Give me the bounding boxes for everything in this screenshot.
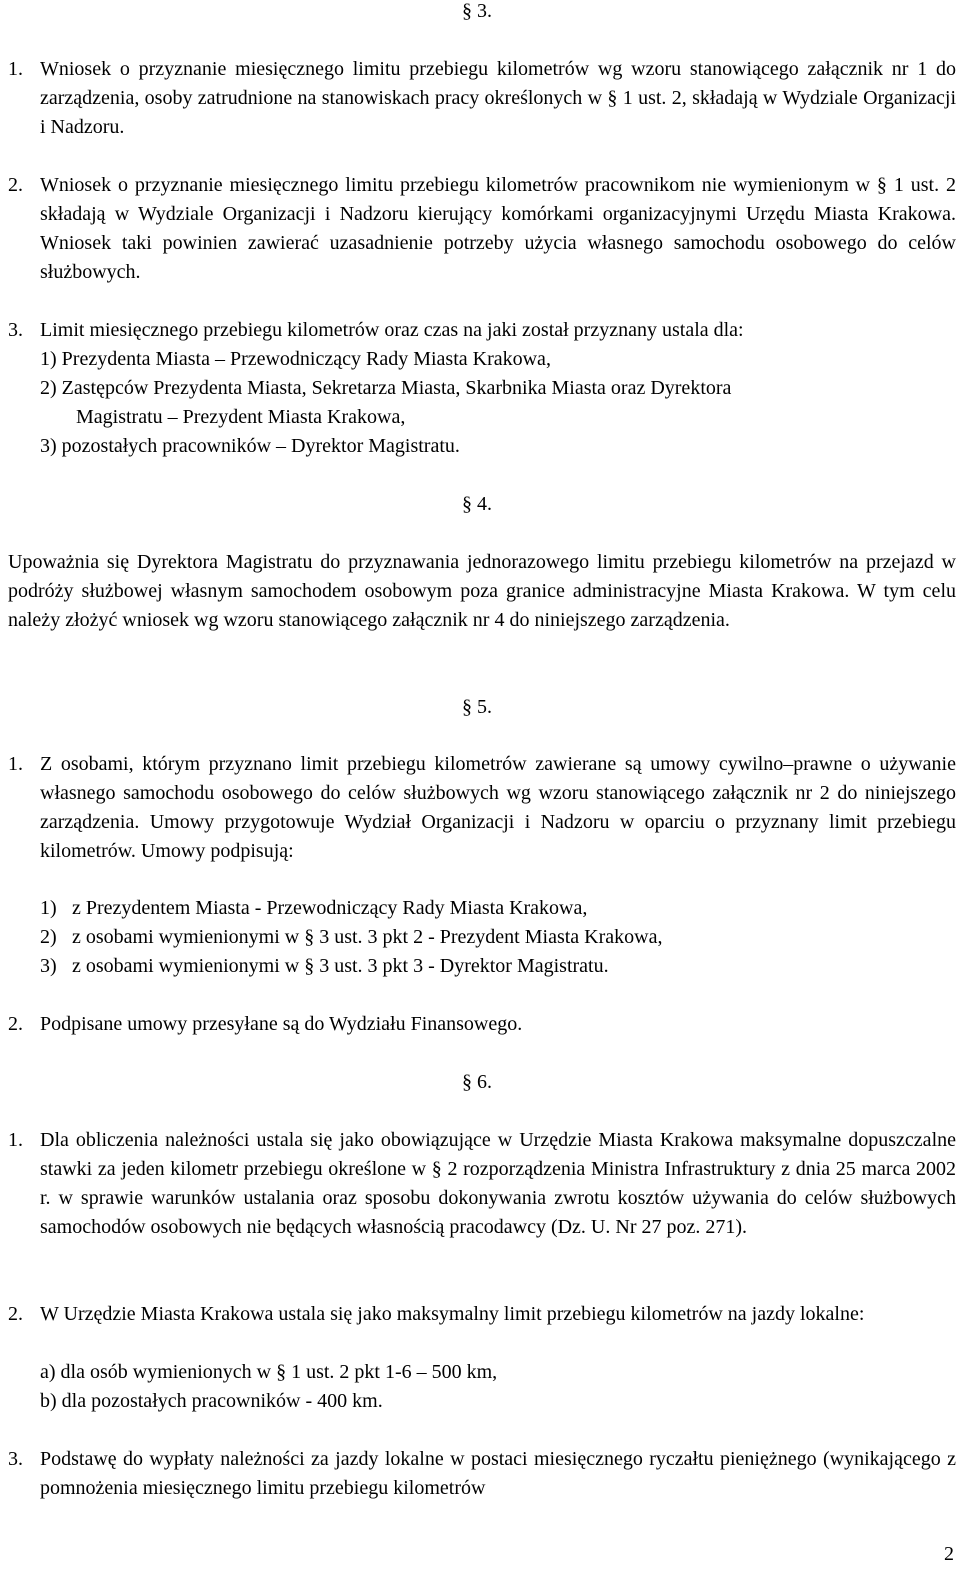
paragraph-number: 1. bbox=[8, 1129, 23, 1151]
paragraph-text: Wniosek o przyznanie miesięcznego limitu przebiegu kilometrów wg wzoru stanowiącego załącznik nr 1 do zarządzenia, osoby zatrudnione na stanowiskach pracy określonych w § 1 ust. 2, składają w Wydziale Organizacji i Nadzoru. bbox=[40, 58, 956, 138]
list-item: 1) Prezydenta Miasta – Przewodniczący Rady Miasta Krakowa, bbox=[40, 348, 551, 370]
list-item: a) dla osób wymienionych w § 1 ust. 2 pkt 1-6 – 500 km, bbox=[40, 1361, 498, 1383]
list-item-text: z osobami wymienionymi w § 3 ust. 3 pkt 3 - Dyrektor Magistratu. bbox=[72, 955, 609, 977]
page-number: 2 bbox=[944, 1543, 954, 1565]
list-item-continuation: Magistratu – Prezydent Miasta Krakowa, bbox=[76, 406, 406, 428]
paragraph-text: Podpisane umowy przesyłane są do Wydziału Finansowego. bbox=[40, 1013, 523, 1035]
paragraph-text: Upoważnia się Dyrektora Magistratu do przyznawania jednorazowego limitu przebiegu kilometrów na przejazd w podróży służbowej własnym samochodem osobowym poza granice administracyjne Miasta Krakowa. W tym celu należy złożyć wniosek wg wzoru stanowiącego załącznik nr 4 do niniejszego zarządzenia. bbox=[8, 551, 956, 631]
paragraph-number: 1. bbox=[8, 58, 23, 80]
paragraph-text: Wniosek o przyznanie miesięcznego limitu przebiegu kilometrów pracownikom nie wymienionym w § 1 ust. 2 składają w Wydziale Organizacji i Nadzoru kierujący komórkami organizacyjnymi Urzędu Miasta Krakowa. Wniosek taki powinien zawierać uzasadnienie potrzeby użycia własnego samochodu osobowego do celów służbowych. bbox=[40, 174, 956, 283]
paragraph-number: 2. bbox=[8, 1013, 23, 1035]
list-item-number: 3) bbox=[40, 955, 57, 977]
list-item-number: 2) bbox=[40, 926, 57, 948]
section-heading-5: § 5. bbox=[462, 696, 492, 718]
paragraph-text: Z osobami, którym przyznano limit przebiegu kilometrów zawierane są umowy cywilno–prawne o używanie własnego samochodu osobowego do celów służbowych wg wzoru stanowiącego załącznik nr 2 do niniejszego zarządzenia. Umowy przygotowuje Wydział Organizacji i Nadzoru w oparciu o przyznany limit przebiegu kilometrów. Umowy podpisują: bbox=[40, 753, 956, 862]
list-item-number: 1) bbox=[40, 897, 57, 919]
paragraph-number: 3. bbox=[8, 1448, 23, 1470]
list-item bbox=[40, 923, 956, 952]
paragraph-text: W Urzędzie Miasta Krakowa ustala się jako maksymalny limit przebiegu kilometrów na jazdy lokalne: bbox=[40, 1303, 865, 1325]
list-item: 3) pozostałych pracowników – Dyrektor Magistratu. bbox=[40, 435, 460, 457]
list-item bbox=[40, 894, 956, 923]
paragraph-text: Podstawę do wypłaty należności za jazdy lokalne w postaci miesięcznego ryczałtu pieniężnego (wynikającego z pomnożenia miesięcznego limitu przebiegu kilometrów bbox=[40, 1448, 956, 1499]
section-heading-3: § 3. bbox=[462, 0, 492, 22]
list-item: 2) Zastępców Prezydenta Miasta, Sekretarza Miasta, Skarbnika Miasta oraz Dyrektora bbox=[40, 377, 732, 399]
paragraph-text: Dla obliczenia należności ustala się jako obowiązujące w Urzędzie Miasta Krakowa maksymalne dopuszczalne stawki za jeden kilometr przebiegu określone w § 2 rozporządzenia Ministra Infrastruktury z dnia 25 marca 2002 r. w sprawie warunków ustalania oraz sposobu dokonywania zwrotu kosztów używania do celów służbowych samochodów osobowych nie będących własnością pracodawcy (Dz. U. Nr 27 poz. 271). bbox=[40, 1129, 956, 1238]
section-heading-6: § 6. bbox=[462, 1071, 492, 1093]
list-item bbox=[40, 952, 956, 981]
paragraph-number: 2. bbox=[8, 174, 23, 196]
paragraph-number: 2. bbox=[8, 1303, 23, 1325]
list-item-text: z Prezydentem Miasta - Przewodniczący Rady Miasta Krakowa, bbox=[72, 897, 588, 919]
list-item-text: z osobami wymienionymi w § 3 ust. 3 pkt 2 - Prezydent Miasta Krakowa, bbox=[72, 926, 663, 948]
paragraph-number: 1. bbox=[8, 753, 23, 775]
paragraph-number: 3. bbox=[8, 319, 23, 341]
list-item: b) dla pozostałych pracowników - 400 km. bbox=[40, 1390, 383, 1412]
section-heading-4: § 4. bbox=[462, 493, 492, 515]
paragraph-text: Limit miesięcznego przebiegu kilometrów oraz czas na jaki został przyznany ustala dla: bbox=[40, 319, 744, 341]
